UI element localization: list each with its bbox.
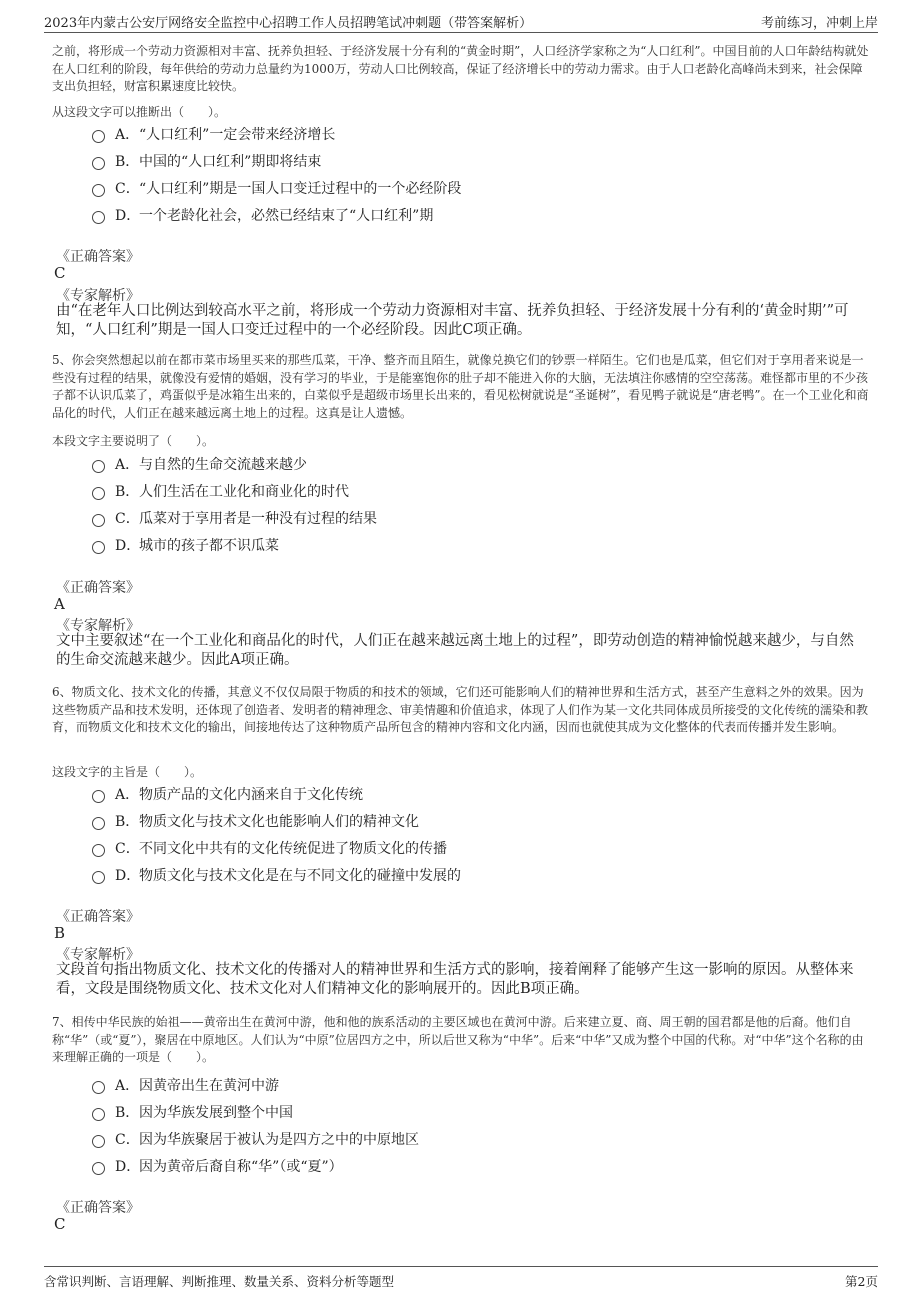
q6-answer-label: 《正确答案》: [56, 909, 140, 925]
q6-option-c[interactable]: C． 不同文化中共有的文化传统促进了物质文化的传播: [92, 834, 461, 861]
q7-option-a[interactable]: A． 因黄帝出生在黄河中游: [92, 1071, 419, 1098]
radio-icon[interactable]: [92, 844, 105, 857]
q4-option-d[interactable]: D． 一个老龄化社会，必然已经结束了“人口红利”期: [92, 201, 461, 228]
page-number: 第2页: [845, 1274, 878, 1289]
q4-option-b[interactable]: B． 中国的“人口红利”期即将结束: [92, 147, 461, 174]
q6-options: [92, 780, 461, 888]
q7-passage: 7、相传中华民族的始祖——黄帝出生在黄河中游，他和他的族系活动的主要区域也在黄河中游。后来建立夏、商、周王朝的国君都是他的后裔。他们自称“华”（或“夏”），聚居在中原地区。人们认为“中原”位居四方之中，所以后世又称为“中华”。后来“中华”又成为整个中国的代称。对“中华”这个名称的由来理解正确的一项是（ ）。: [52, 1015, 864, 1064]
q7-option-d[interactable]: D． 因为黄帝后裔自称“华”（或“夏”）: [92, 1152, 419, 1179]
radio-icon[interactable]: [92, 790, 105, 803]
q4-option-a[interactable]: A． “人口红利”一定会带来经济增长: [92, 120, 461, 147]
q5-analysis: 文中主要叙述“在一个工业化和商品化的时代，人们正在越来越远离土地上的过程”，即劳动创造的精神愉悦越来越少，与自然的生命交流越来越少。因此A项正确。: [56, 633, 854, 668]
q5-analysis-label: 《专家解析》: [56, 618, 140, 634]
footer-categories: 含常识判断、言语理解、判断推理、数量关系、资料分析等题型: [44, 1274, 395, 1289]
radio-icon[interactable]: [92, 460, 105, 473]
radio-icon[interactable]: [92, 514, 105, 527]
q6-analysis-label: 《专家解析》: [56, 947, 140, 963]
q5-passage: 5、你会突然想起以前在都市菜市场里买来的那些瓜菜，干净、整齐而且陌生，就像兑换它们的钞票一样陌生。它们也是瓜菜，但它们对于享用者来说是一些没有过程的结果，就像没有爱情的婚姻，没有学习的毕业，于是能塞饱你的肚子却不能进入你的大脑，无法填注你感情的空空荡荡。难怪都市里的不少孩子都不认识瓜菜了，鸡蛋似乎是冰箱生出来的，白菜似乎是超级市场里长出来的，看见松树就说是“圣诞树”，看见鸭子就说是“唐老鸭”。在一个工业化和商品化的时代，人们正在越来越远离土地上的过程。这真是让人遗憾。: [52, 353, 869, 420]
document-title: 2023年内蒙古公安厅网络安全监控中心招聘工作人员招聘笔试冲刺题（带答案解析）: [44, 16, 533, 31]
q7-options: [92, 1071, 419, 1179]
page-header: [44, 10, 878, 33]
q7-option-c[interactable]: C． 因为华族聚居于被认为是四方之中的中原地区: [92, 1125, 419, 1152]
q6-analysis: 文段首句指出物质文化、技术文化的传播对人的精神世界和生活方式的影响，接着阐释了能够产生这一影响的原因。从整体来看，文段是围绕物质文化、技术文化对人们精神文化的影响展开的。因此B项正确。: [56, 962, 854, 997]
q4-passage: 之前，将形成一个劳动力资源相对丰富、抚养负担轻、于经济发展十分有利的“黄金时期”，人口经济学家称之为“人口红利”。中国目前的人口年龄结构就处在人口红利的阶段，每年供给的劳动力总量约为1000万，劳动人口比例较高，保证了经济增长中的劳动力需求。由于人口老龄化高峰尚未到来，社会保障支出负担轻，财富积累速度比较快。: [52, 44, 869, 93]
radio-icon[interactable]: [92, 1108, 105, 1121]
q5-stem: 本段文字主要说明了（ ）。: [52, 434, 215, 448]
q5-options: [92, 450, 377, 558]
q4-option-c[interactable]: C． “人口红利”期是一国人口变迁过程中的一个必经阶段: [92, 174, 461, 201]
q4-analysis: 由“在老年人口比例达到较高水平之前，将形成一个劳动力资源相对丰富、抚养负担轻、于经济发展十分有利的‘黄金时期’”可知，“人口红利”期是一国人口变迁过程中的一个必经阶段。因此C项正确。: [56, 303, 849, 338]
radio-icon[interactable]: [92, 184, 105, 197]
radio-icon[interactable]: [92, 817, 105, 830]
q5-answer: A: [54, 595, 65, 613]
q6-option-b[interactable]: B． 物质文化与技术文化也能影响人们的精神文化: [92, 807, 461, 834]
q5-option-b[interactable]: B． 人们生活在工业化和商业化的时代: [92, 477, 377, 504]
radio-icon[interactable]: [92, 157, 105, 170]
q6-passage: 6、物质文化、技术文化的传播，其意义不仅仅局限于物质的和技术的领域，它们还可能影响人们的精神世界和生活方式，甚至产生意料之外的效果。因为这些物质产品和技术发明，还体现了创造者、发明者的精神理念、审美情趣和价值追求，体现了人们作为某一文化共同体成员所接受的文化传统的濡染和教育，而物质文化和技术文化的输出，间接地传达了这种物质产品所包含的精神内容和文化内涵，因而也就使其成为文化整体的代表而传播并发生影响。: [52, 685, 869, 734]
q4-answer: C: [54, 264, 66, 282]
q4-answer-label: 《正确答案》: [56, 249, 140, 265]
q5-option-d[interactable]: D． 城市的孩子都不识瓜菜: [92, 531, 377, 558]
q5-option-a[interactable]: A． 与自然的生命交流越来越少: [92, 450, 377, 477]
q7-answer-label: 《正确答案》: [56, 1200, 140, 1216]
q4-analysis-label: 《专家解析》: [56, 288, 140, 304]
radio-icon[interactable]: [92, 211, 105, 224]
radio-icon[interactable]: [92, 541, 105, 554]
header-slogan: 考前练习，冲刺上岸: [760, 16, 878, 31]
q6-option-a[interactable]: A． 物质产品的文化内涵来自于文化传统: [92, 780, 461, 807]
q5-option-c[interactable]: C． 瓜菜对于享用者是一种没有过程的结果: [92, 504, 377, 531]
q4-options: [92, 120, 461, 228]
q4-stem: 从这段文字可以推断出（ ）。: [52, 105, 227, 119]
q7-answer: C: [54, 1215, 66, 1233]
q5-answer-label: 《正确答案》: [56, 580, 140, 596]
radio-icon[interactable]: [92, 871, 105, 884]
q6-answer: B: [54, 924, 66, 942]
radio-icon[interactable]: [92, 1135, 105, 1148]
radio-icon[interactable]: [92, 487, 105, 500]
radio-icon[interactable]: [92, 130, 105, 143]
page-footer: [44, 1266, 878, 1291]
q6-option-d[interactable]: D． 物质文化与技术文化是在与不同文化的碰撞中发展的: [92, 861, 461, 888]
q7-option-b[interactable]: B． 因为华族发展到整个中国: [92, 1098, 419, 1125]
radio-icon[interactable]: [92, 1162, 105, 1175]
radio-icon[interactable]: [92, 1081, 105, 1094]
q6-stem: 这段文字的主旨是（ ）。: [52, 765, 203, 779]
